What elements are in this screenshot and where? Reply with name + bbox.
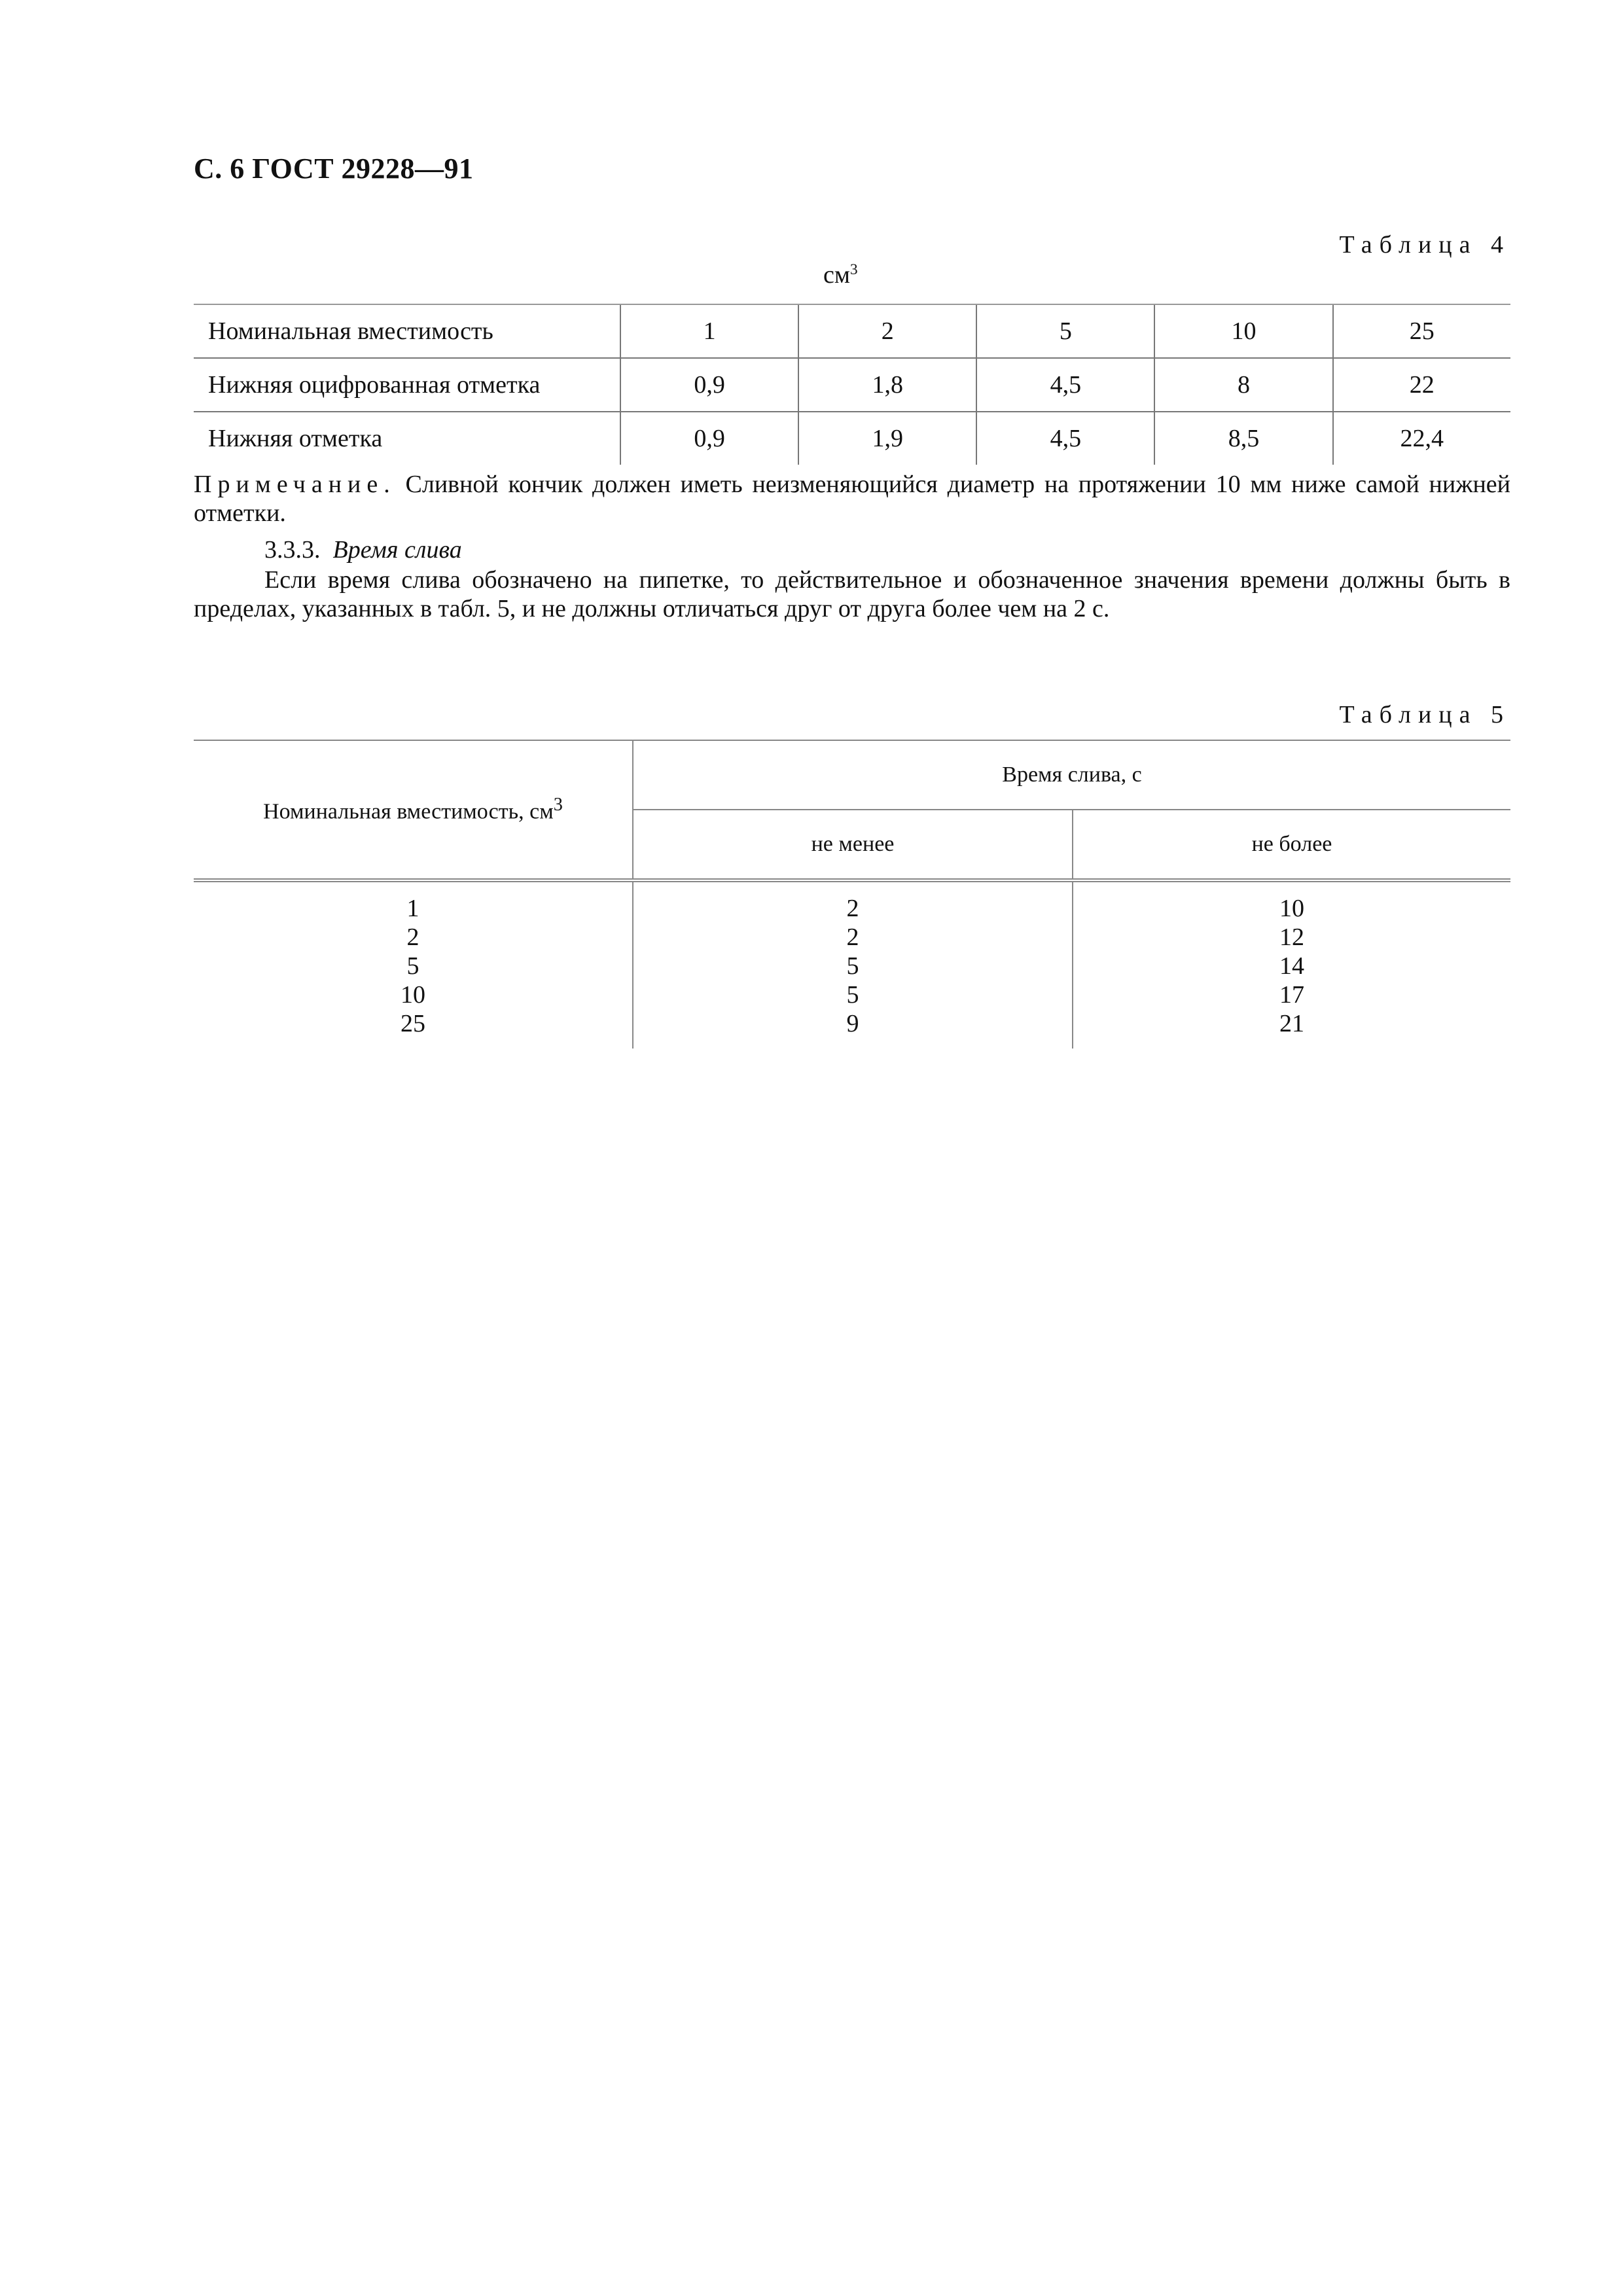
table-cell: 1 (194, 880, 633, 923)
table4-note (194, 470, 1510, 528)
table-cell: 2 (798, 304, 976, 358)
page-header: С. 6 ГОСТ 29228—91 (194, 152, 474, 185)
subheader-min: не менее (633, 810, 1073, 880)
row-label: Нижняя оцифрованная отметка (194, 358, 620, 412)
table-row (194, 1009, 1510, 1049)
table-cell: 9 (633, 1009, 1073, 1049)
table-row (194, 980, 1510, 1009)
table-cell: 5 (633, 980, 1073, 1009)
table-cell: 5 (194, 952, 633, 980)
table-cell: 2 (633, 880, 1073, 923)
table-row (194, 304, 1510, 358)
table-cell: 14 (1279, 952, 1304, 980)
note-prefix: Примечание. (194, 471, 396, 498)
table4-unit (823, 260, 858, 289)
section-body: Если время слива обозначено на пипетке, то действительное и обозначенное значения времени должны быть в пределах, указанных в табл. 5, и не должны отличаться друг от друга более чем на 2 с. (194, 566, 1510, 622)
table-cell: 1,9 (798, 412, 976, 465)
group-header: Время слива, с (633, 740, 1510, 810)
table-cell: 0,9 (620, 412, 798, 465)
col1-header-text: Номинальная вместимость, см (263, 799, 554, 824)
table-cell: 10 (194, 980, 633, 1009)
table-cell: 25 (194, 1009, 633, 1049)
col1-header (194, 740, 633, 880)
table-cell: 1 (620, 304, 798, 358)
table-cell: 8 (1154, 358, 1332, 412)
table4-unit-text: см (823, 261, 850, 289)
section-number: 3.3.3. (264, 536, 321, 564)
table5-caption: Таблица 5 (1339, 701, 1510, 728)
table-cell: 0,9 (620, 358, 798, 412)
table-cell: 1,8 (798, 358, 976, 412)
table-row (194, 952, 1510, 980)
table-cell: 25 (1333, 304, 1511, 358)
table4 (194, 304, 1510, 465)
table-cell: 5 (976, 304, 1154, 358)
table-cell: 12 (1279, 924, 1304, 951)
note-text: Сливной кончик должен иметь неизменяющийся диаметр на протяжении 10 мм ниже самой нижней отметки. (194, 471, 1510, 527)
table-row (194, 880, 1510, 923)
table4-unit-exp: 3 (849, 261, 858, 279)
row-label: Номинальная вместимость (194, 304, 620, 358)
table-cell: 8,5 (1154, 412, 1332, 465)
col1-header-exp: 3 (553, 795, 563, 816)
table-cell: 4,5 (976, 358, 1154, 412)
table-cell: 22,4 (1333, 412, 1511, 465)
table-cell: 17 (1279, 981, 1304, 1009)
table-row (194, 923, 1510, 952)
table-row (194, 358, 1510, 412)
subheader-max: не более (1251, 832, 1332, 856)
table4-caption: Таблица 4 (1339, 231, 1510, 259)
table-row (194, 412, 1510, 465)
table-cell: 2 (194, 923, 633, 952)
table-cell: 4,5 (976, 412, 1154, 465)
table-cell: 22 (1333, 358, 1511, 412)
section-title: Время слива (332, 536, 462, 564)
table-cell: 2 (633, 923, 1073, 952)
table-cell: 10 (1154, 304, 1332, 358)
table-cell: 10 (1279, 895, 1304, 922)
table5 (194, 740, 1510, 1049)
table-cell: 5 (633, 952, 1073, 980)
row-label: Нижняя отметка (194, 412, 620, 465)
table-cell: 21 (1279, 1010, 1304, 1037)
table-header-row (194, 740, 1510, 810)
section-heading (194, 535, 1510, 564)
